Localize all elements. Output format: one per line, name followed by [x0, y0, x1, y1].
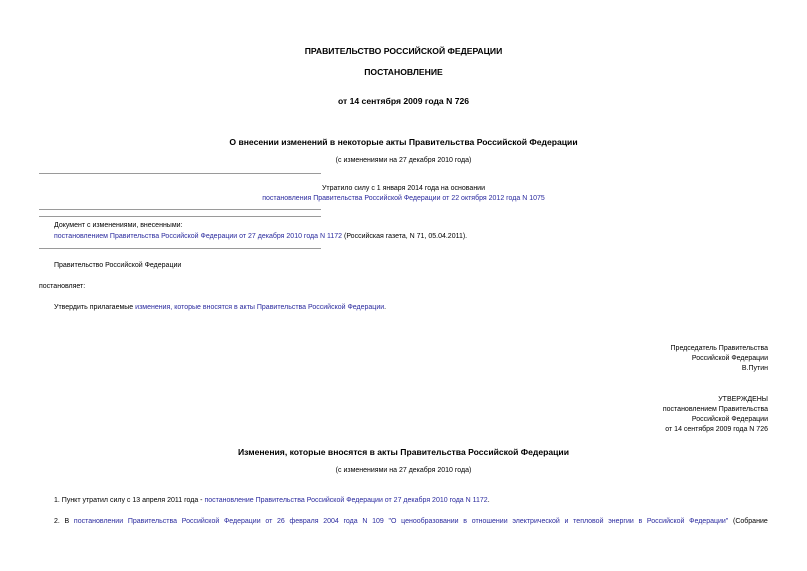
changes-note-line — [54, 233, 467, 240]
divider — [39, 209, 321, 210]
item2-decree-link-word[interactable]: Правительства — [127, 518, 178, 525]
item2-decree-link-word[interactable]: в — [463, 518, 467, 525]
signature-name: В.Путин — [741, 365, 768, 372]
body-paragraph-1: Правительство Российской Федерации — [54, 262, 182, 269]
item2-decree-link-word[interactable]: от — [265, 518, 273, 525]
approval-stamp: УТВЕРЖДЕНЫ — [718, 396, 768, 403]
p3-suffix: . — [384, 304, 387, 311]
approval-by: постановлением Правительства — [662, 406, 768, 413]
item2-decree-link-word[interactable]: энергии — [608, 518, 634, 525]
repeal-decree-link[interactable]: постановления Правительства Российской Федерации от 22 октября 2012 года N 1075 — [262, 195, 545, 202]
repeal-note-line — [0, 195, 807, 202]
body-paragraph-2: постановляет: — [39, 283, 86, 290]
divider — [39, 173, 321, 174]
item2-decree-link-word[interactable]: февраля — [289, 518, 319, 525]
item2-decree-link-word[interactable]: N — [362, 518, 368, 525]
signature-title: Председатель Правительства — [670, 345, 768, 352]
annex-amendments-note: (с изменениями на 27 декабря 2010 года) — [335, 467, 472, 474]
p3-prefix: Утвердить прилагаемые — [54, 304, 136, 311]
item2-word: 2. — [54, 518, 60, 525]
amendments-note: (с изменениями на 27 декабря 2010 года) — [335, 157, 472, 164]
annex-item-1 — [54, 497, 490, 504]
approval-org: Российской Федерации — [691, 416, 768, 423]
item2-decree-link-word[interactable]: 109 — [372, 518, 384, 525]
item2-decree-link-word[interactable]: Федерации" — [689, 518, 729, 525]
annex-item-2 — [54, 518, 768, 525]
item2-word: В — [64, 518, 70, 525]
body-paragraph-3 — [54, 304, 386, 311]
item2-decree-link-word[interactable]: "О — [388, 518, 397, 525]
item2-decree-link-word[interactable]: в — [638, 518, 643, 525]
repeal-note-text: Утратило силу с 1 января 2014 года на основании — [321, 185, 486, 192]
approval-date: от 14 сентября 2009 года N 726 — [665, 426, 768, 433]
item2-decree-link-word[interactable]: Российской — [646, 518, 685, 525]
item2-decree-link-word[interactable]: и — [564, 518, 569, 525]
changes-note-text: Документ с изменениями, внесенными: — [54, 222, 183, 229]
divider — [39, 216, 321, 217]
changes-note-source: (Российская газета, N 71, 05.04.2011). — [342, 233, 468, 240]
item2-decree-link-word[interactable]: 26 — [276, 518, 285, 525]
doc-type-heading: ПОСТАНОВЛЕНИЕ — [364, 67, 443, 77]
item2-decree-link-word[interactable]: года — [343, 518, 358, 525]
divider — [39, 248, 321, 249]
item2-decree-link-word[interactable]: отношении — [471, 518, 508, 525]
annex-title: Изменения, которые вносятся в акты Правительства Российской Федерации — [237, 447, 569, 457]
signature-org: Российской Федерации — [691, 355, 768, 362]
item1-suffix: . — [487, 497, 490, 504]
item2-word: (Собрание — [733, 518, 768, 525]
item2-decree-link-word[interactable]: тепловой — [573, 518, 604, 525]
item2-decree-link-word[interactable]: Федерации — [223, 518, 261, 525]
item1-prefix: 1. Пункт утратил силу с 13 апреля 2011 года - — [54, 497, 205, 504]
item2-decree-link-word[interactable]: электрической — [512, 518, 560, 525]
item1-decree-link[interactable]: постановление Правительства Российской Федерации от 27 декабря 2010 года N 1172 — [204, 497, 488, 504]
annex-changes-link[interactable]: изменения, которые вносятся в акты Правительства Российской Федерации — [135, 304, 385, 311]
item2-decree-link-word[interactable]: постановлении — [73, 518, 124, 525]
date-number-heading: от 14 сентября 2009 года N 726 — [337, 96, 470, 106]
changes-decree-link[interactable]: постановлением Правительства Российской Федерации от 27 декабря 2010 года N 1172 — [54, 233, 343, 240]
document-title: О внесении изменений в некоторые акты Правительства Российской Федерации — [229, 137, 578, 147]
government-heading: ПРАВИТЕЛЬСТВО РОССИЙСКОЙ ФЕДЕРАЦИИ — [304, 46, 503, 56]
item2-decree-link-word[interactable]: 2004 — [323, 518, 339, 525]
item2-decree-link-word[interactable]: ценообразовании — [401, 518, 459, 525]
item2-decree-link-word[interactable]: Российской — [181, 518, 220, 525]
